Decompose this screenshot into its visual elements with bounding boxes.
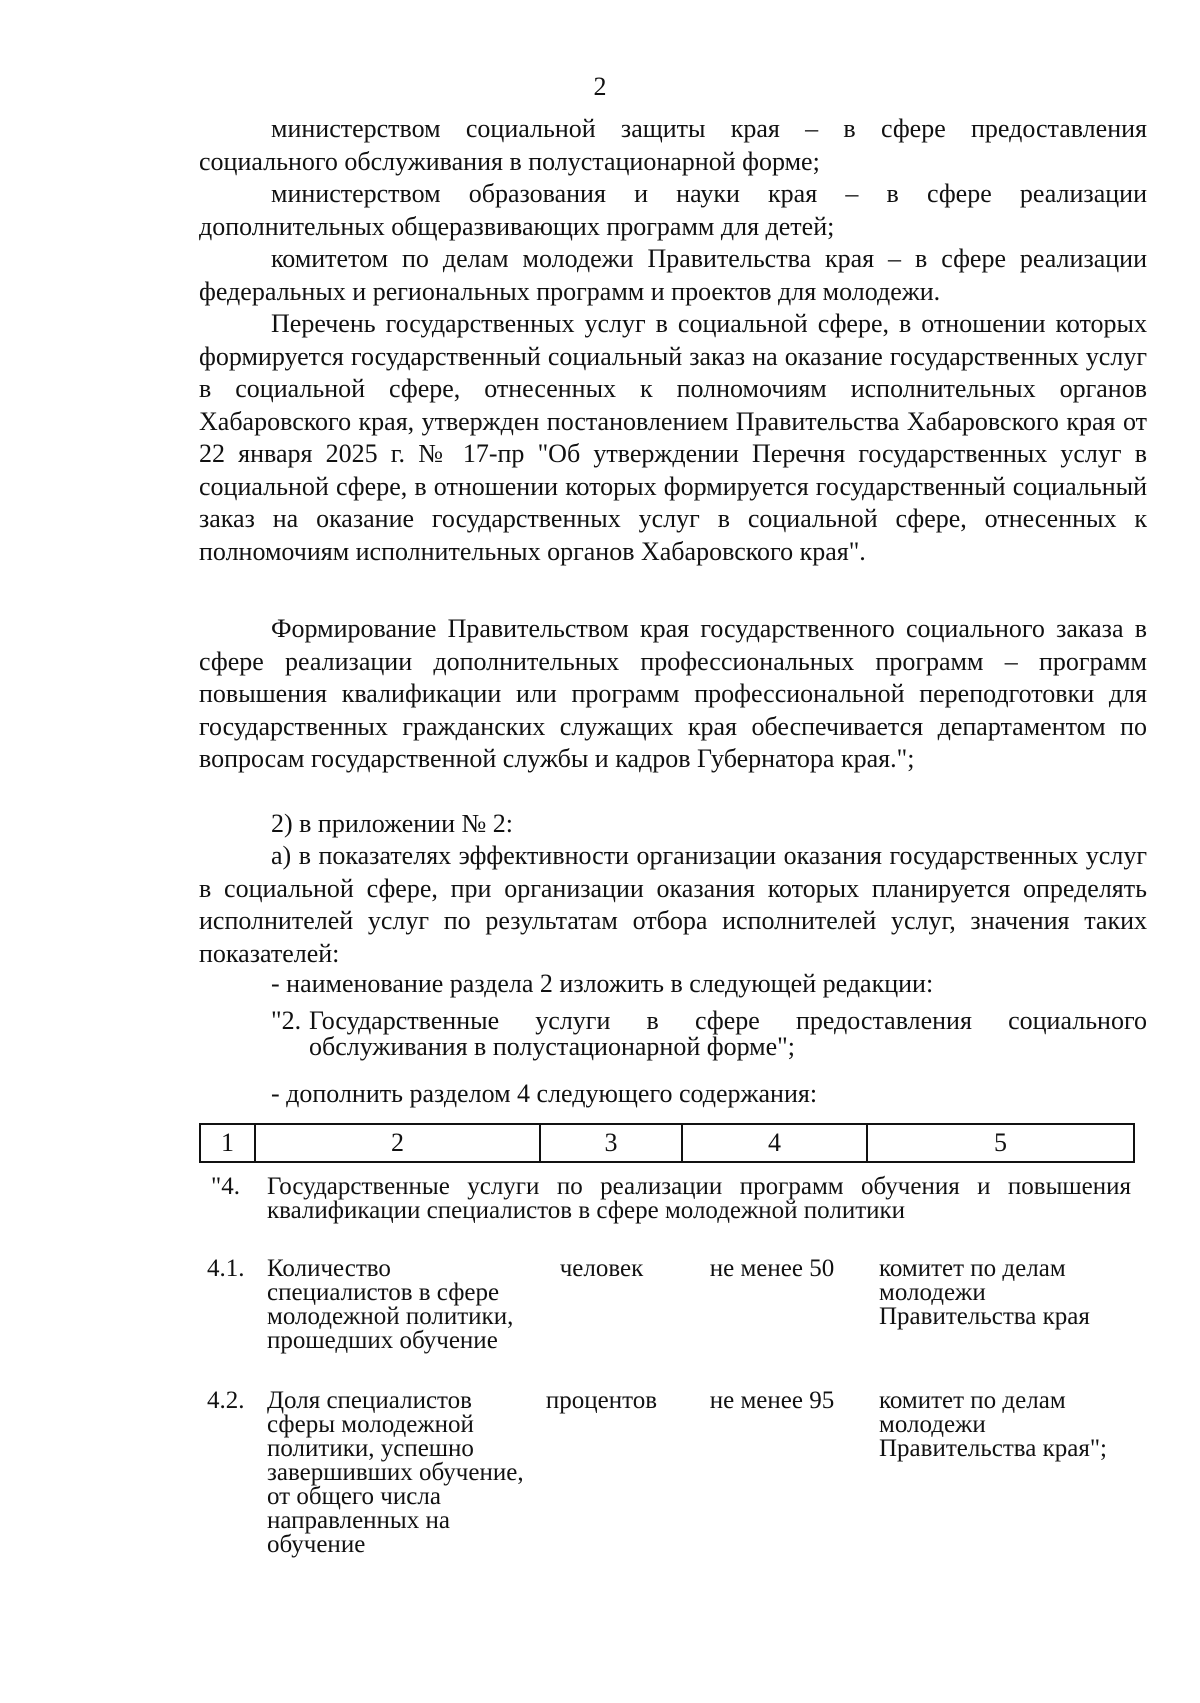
section-2-text: Государственные услуги в сфере предоставления социального обслуживания в полустационарной форме"; <box>309 1006 1147 1061</box>
column-header-table <box>199 1123 1135 1163</box>
column-header: 3 <box>540 1124 682 1162</box>
section-4-number: "4. <box>211 1173 240 1200</box>
row-unit: процентов <box>545 1387 658 1414</box>
row-indicator-name: Количество специалистов в сфере молодежной политики, прошедших обучение <box>267 1255 514 1354</box>
row-responsible-org: комитет по делам молодежи Правительства края <box>879 1255 1090 1330</box>
row-indicator-name: Доля специалистов сферы молодежной политики, успешно завершивших обучение, от общего числа направленных на обучение <box>267 1387 524 1558</box>
row-unit: человек <box>559 1255 644 1282</box>
paragraph-education: министерством образования и науки края – в сфере реализации дополнительных общеразвивающих программ для детей; <box>199 179 1147 241</box>
row-number: 4.2. <box>207 1387 245 1414</box>
paragraph-indicators: а) в показателях эффективности организации оказания государственных услуг в социальной сфере, при организации оказания которых планируется определять исполнителей услуг по результатам отбора исполнителей услуг, значения таких показателей: <box>199 841 1147 968</box>
column-header: 4 <box>682 1124 867 1162</box>
paragraph-youth-committee: комитетом по делам молодежи Правительства края – в сфере реализации федеральных и региональных программ и проектов для молодежи. <box>199 244 1147 306</box>
section-4-title: Государственные услуги по реализации программ обучения и повышения квалификации специалистов в сфере молодежной политики <box>267 1173 1131 1224</box>
column-header: 2 <box>255 1124 540 1162</box>
paragraph-appendix-2: 2) в приложении № 2: <box>271 809 514 838</box>
row-number: 4.1. <box>207 1255 245 1282</box>
paragraph-social-protection: министерством социальной защиты края – в сфере предоставления социального обслуживания в полустационарной форме; <box>199 114 1147 176</box>
row-value: не менее 50 <box>709 1255 835 1282</box>
section-2-title <box>271 1008 1147 1060</box>
paragraph-services-list: Перечень государственных услуг в социальной сфере, в отношении которых формируется государственный социальный заказ на оказание государственных услуг в социальной сфере, отнесенных к полномочиям исполнительных органов Хабаровского края, утвержден постановлением Правительства Хабаровского края от 22 января 2025 г. № 17-пр "Об утверждении Перечня государственных услуг в социальной сфере, в отношении которых формируется государственный социальный заказ на оказание государственных услуг в социальной сфере, отнесенных к полномочиям исполнительных органов Хабаровского края". <box>199 309 1147 566</box>
instruction-rename-section: - наименование раздела 2 изложить в следующей редакции: <box>271 969 934 998</box>
paragraph-formation: Формирование Правительством края государственного социального заказа в сфере реализации дополнительных профессиональных программ – программ повышения квалификации или программ профессиональной переподготовки для государственных гражданских служащих края обеспечивается департаментом по вопросам государственной службы и кадров Губернатора края."; <box>199 614 1147 773</box>
column-header: 5 <box>867 1124 1134 1162</box>
section-2-number: "2. <box>271 1006 302 1035</box>
row-responsible-org: комитет по делам молодежи Правительства края"; <box>879 1387 1107 1462</box>
page-number: 2 <box>593 72 607 101</box>
column-header: 1 <box>200 1124 255 1162</box>
row-value: не менее 95 <box>709 1387 835 1414</box>
instruction-add-section: - дополнить разделом 4 следующего содержания: <box>271 1079 818 1108</box>
